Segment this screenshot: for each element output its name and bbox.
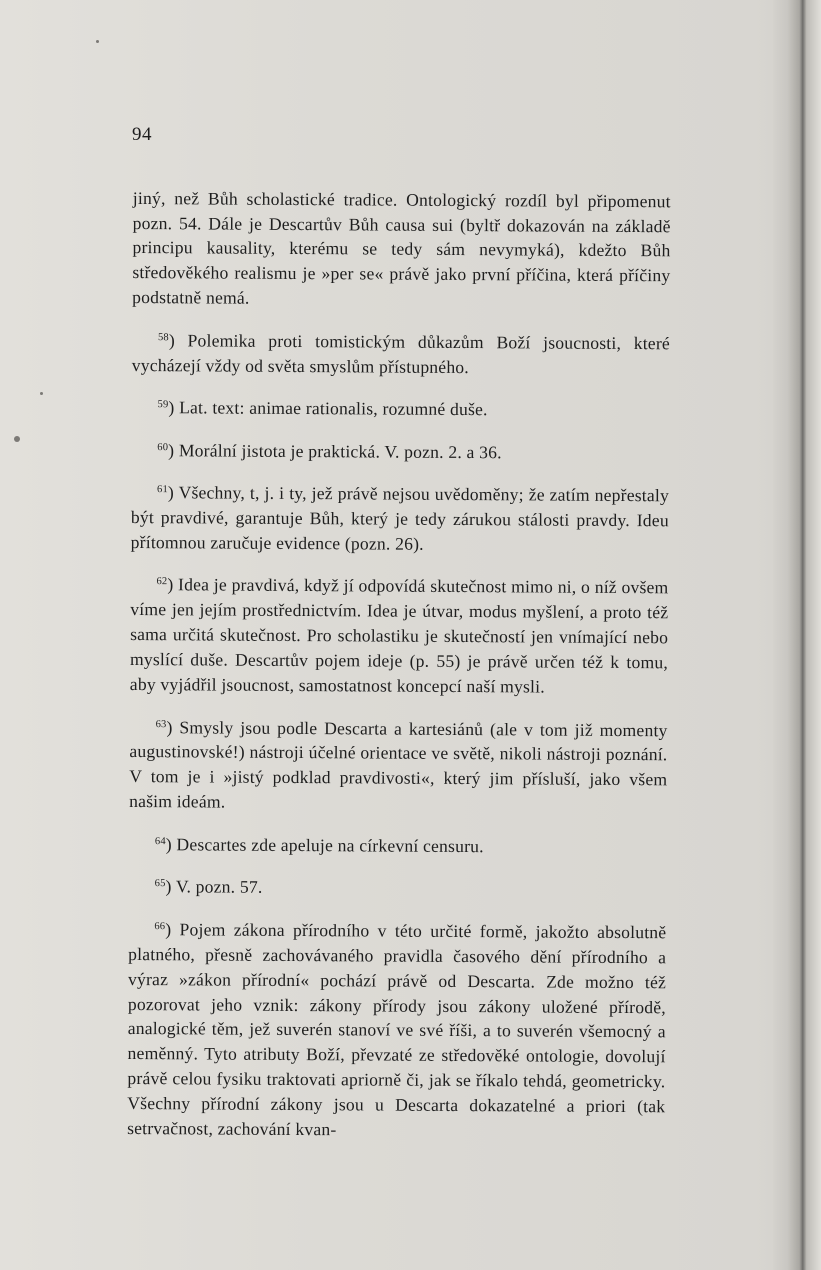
footnote-text: Všechny, t, j. i ty, jež právě nejsou uvědoměny; že zatím nepřestaly být pravdivé, garantuje Bůh, který je tedy zárukou stálosti pravdy. Ideu přítomnou zaručuje evidence (pozn. 26). <box>130 482 670 554</box>
book-spine-edge <box>773 0 821 1270</box>
scan-speck <box>14 436 20 442</box>
footnote-60: $^{60}$) Morální jistota je praktická. V. pozn. 2. a 36. <box>157 439 502 462</box>
footnote-65: $^{65}$) V. pozn. 57. <box>154 876 263 898</box>
body-text <box>127 168 671 1152</box>
footnote-text: Lat. text: animae rationalis, rozumné duše. <box>179 397 488 420</box>
footnote-number: 61 <box>157 484 168 496</box>
footnote-number: 60 <box>157 441 169 453</box>
footnote-number: 63 <box>155 718 167 730</box>
footnote-number: 64 <box>154 835 166 847</box>
intro-paragraph: jiný, než Bůh scholastické tradice. Ontologický rozdíl byl připomenut pozn. 54. Dále je Descartův Bůh causa sui (byltř dokazován na základě principu kausality, kterému se tedy sám nevymyká), kdežto Bůh středověkého realismu je »per se« právě jako první příčina, která příčiny podstatně nemá. <box>132 187 671 308</box>
footnote-text: V. pozn. 57. <box>175 876 263 898</box>
footnote-number: 62 <box>156 576 168 588</box>
footnote-text: Idea je pravdivá, když jí odpovídá skutečnost mimo ni, o níž ovšem víme jen jejím prostřednictvím. Idea je útvar, modus myšlení, a proto též sama určitá skutečnost. Pro scholastiku je skutečností jen vnímající nebo myslící duše. Descartův pojem ideje (p. 55) je právě určen též k tomu, aby vyjádřil jsoucnost, samostatnost koncepcí naší mysli. <box>129 574 669 697</box>
footnote-number: 59 <box>157 399 169 411</box>
page-number: 94 <box>132 124 152 145</box>
scan-speck <box>40 392 43 395</box>
footnote-58: $^{58}$) Polemika proti tomistickým důkazům Boží jsoucnosti, které vycházejí vždy od světa smyslům přístupného. <box>131 329 671 377</box>
footnote-number: 66 <box>154 920 166 932</box>
footnote-text: Pojem zákona přírodního v této určité formě, jakožto absolutně platného, přesně zachovávaného pravidla časového dění přírodního a výraz »zákon přírodní« pochází právě od Descarta. Zde možno též pozorovat jeho vznik: zákony přírody jsou zákony uložené přírodě, analogické těm, jež suverén stanoví ve své říši, a to suverén všemocný a neměnný. Tyto atributy Boží, převzaté ze středověké ontologie, dovolují právě celou fysiku traktovati apriorně či, jak se říkalo tehdá, geometricky. Všechny přírodní zákony jsou u Descarta dokazatelné a priori (tak setrvačnost, zachování kvan- <box>127 919 667 1140</box>
footnote-66: $^{66}$) Pojem zákona přírodního v této určité formě, jakožto absolutně platného, přesně zachovávaného pravidla časového dění přírodního a výraz »zákon přírodní« pochází právě od Descarta. Zde možno též pozorovat jeho vznik: zákony přírody jsou zákony uložené přírodě, analogické těm, jež suverén stanoví ve své říši, a to suverén všemocný a neměnný. Tyto atributy Boží, převzaté ze středověké ontologie, dovolují právě celou fysiku traktovati apriorně či, jak se říkalo tehdá, geometricky. Všechny přírodní zákony jsou u Descarta dokazatelné a priori (tak setrvačnost, zachování kvan- <box>127 918 667 1140</box>
footnote-text: Morální jistota je praktická. V. pozn. 2. a 36. <box>178 439 502 462</box>
scan-speck <box>96 40 99 43</box>
footnote-text: Descartes zde apeluje na církevní censuru. <box>176 834 484 856</box>
footnote-number: 58 <box>157 331 169 343</box>
footnote-62: $^{62}$) Idea je pravdivá, když jí odpovídá skutečnost mimo ni, o níž ovšem víme jen jejím prostřednictvím. Idea je útvar, modus myšlení, a proto též sama určitá skutečnost. Pro scholastiku je skutečností jen vnímající nebo myslící duše. Descartův pojem ideje (p. 55) je právě určen též k tomu, aby vyjádřil jsoucnost, samostatnost koncepcí naší mysli. <box>129 574 669 697</box>
footnote-61: $^{61}$) Všechny, t, j. i ty, jež právě nejsou uvědoměny; že zatím nepřestaly být pravdivé, garantuje Bůh, který je tedy zárukou stálosti pravdy. Ideu přítomnou zaručuje evidence (pozn. 26). <box>130 482 670 554</box>
footnote-number: 65 <box>154 878 166 890</box>
footnote-text: Smysly jsou podle Descarta a kartesiánů (ale v tom již momenty augustinovské!) nástroji účelné orientace ve světě, nikoli nástroji poznání. V tom je i »jistý podklad pravdivosti«, který jim přísluší, jako všem našim ideám. <box>129 716 668 812</box>
footnote-text: Polemika proti tomistickým důkazům Boží jsoucnosti, které vycházejí vždy od světa smyslům přístupného. <box>131 330 671 377</box>
footnote-63: $^{63}$) Smysly jsou podle Descarta a kartesiánů (ale v tom již momenty augustinovské!) nástroji účelné orientace ve světě, nikoli nástroji poznání. V tom je i »jistý podklad pravdivosti«, který jim přísluší, jako všem našim ideám. <box>129 716 668 812</box>
footnote-64: $^{64}$) Descartes zde apeluje na církevní censuru. <box>154 833 484 856</box>
footnote-59: $^{59}$) Lat. text: animae rationalis, rozumné duše. <box>157 397 488 420</box>
